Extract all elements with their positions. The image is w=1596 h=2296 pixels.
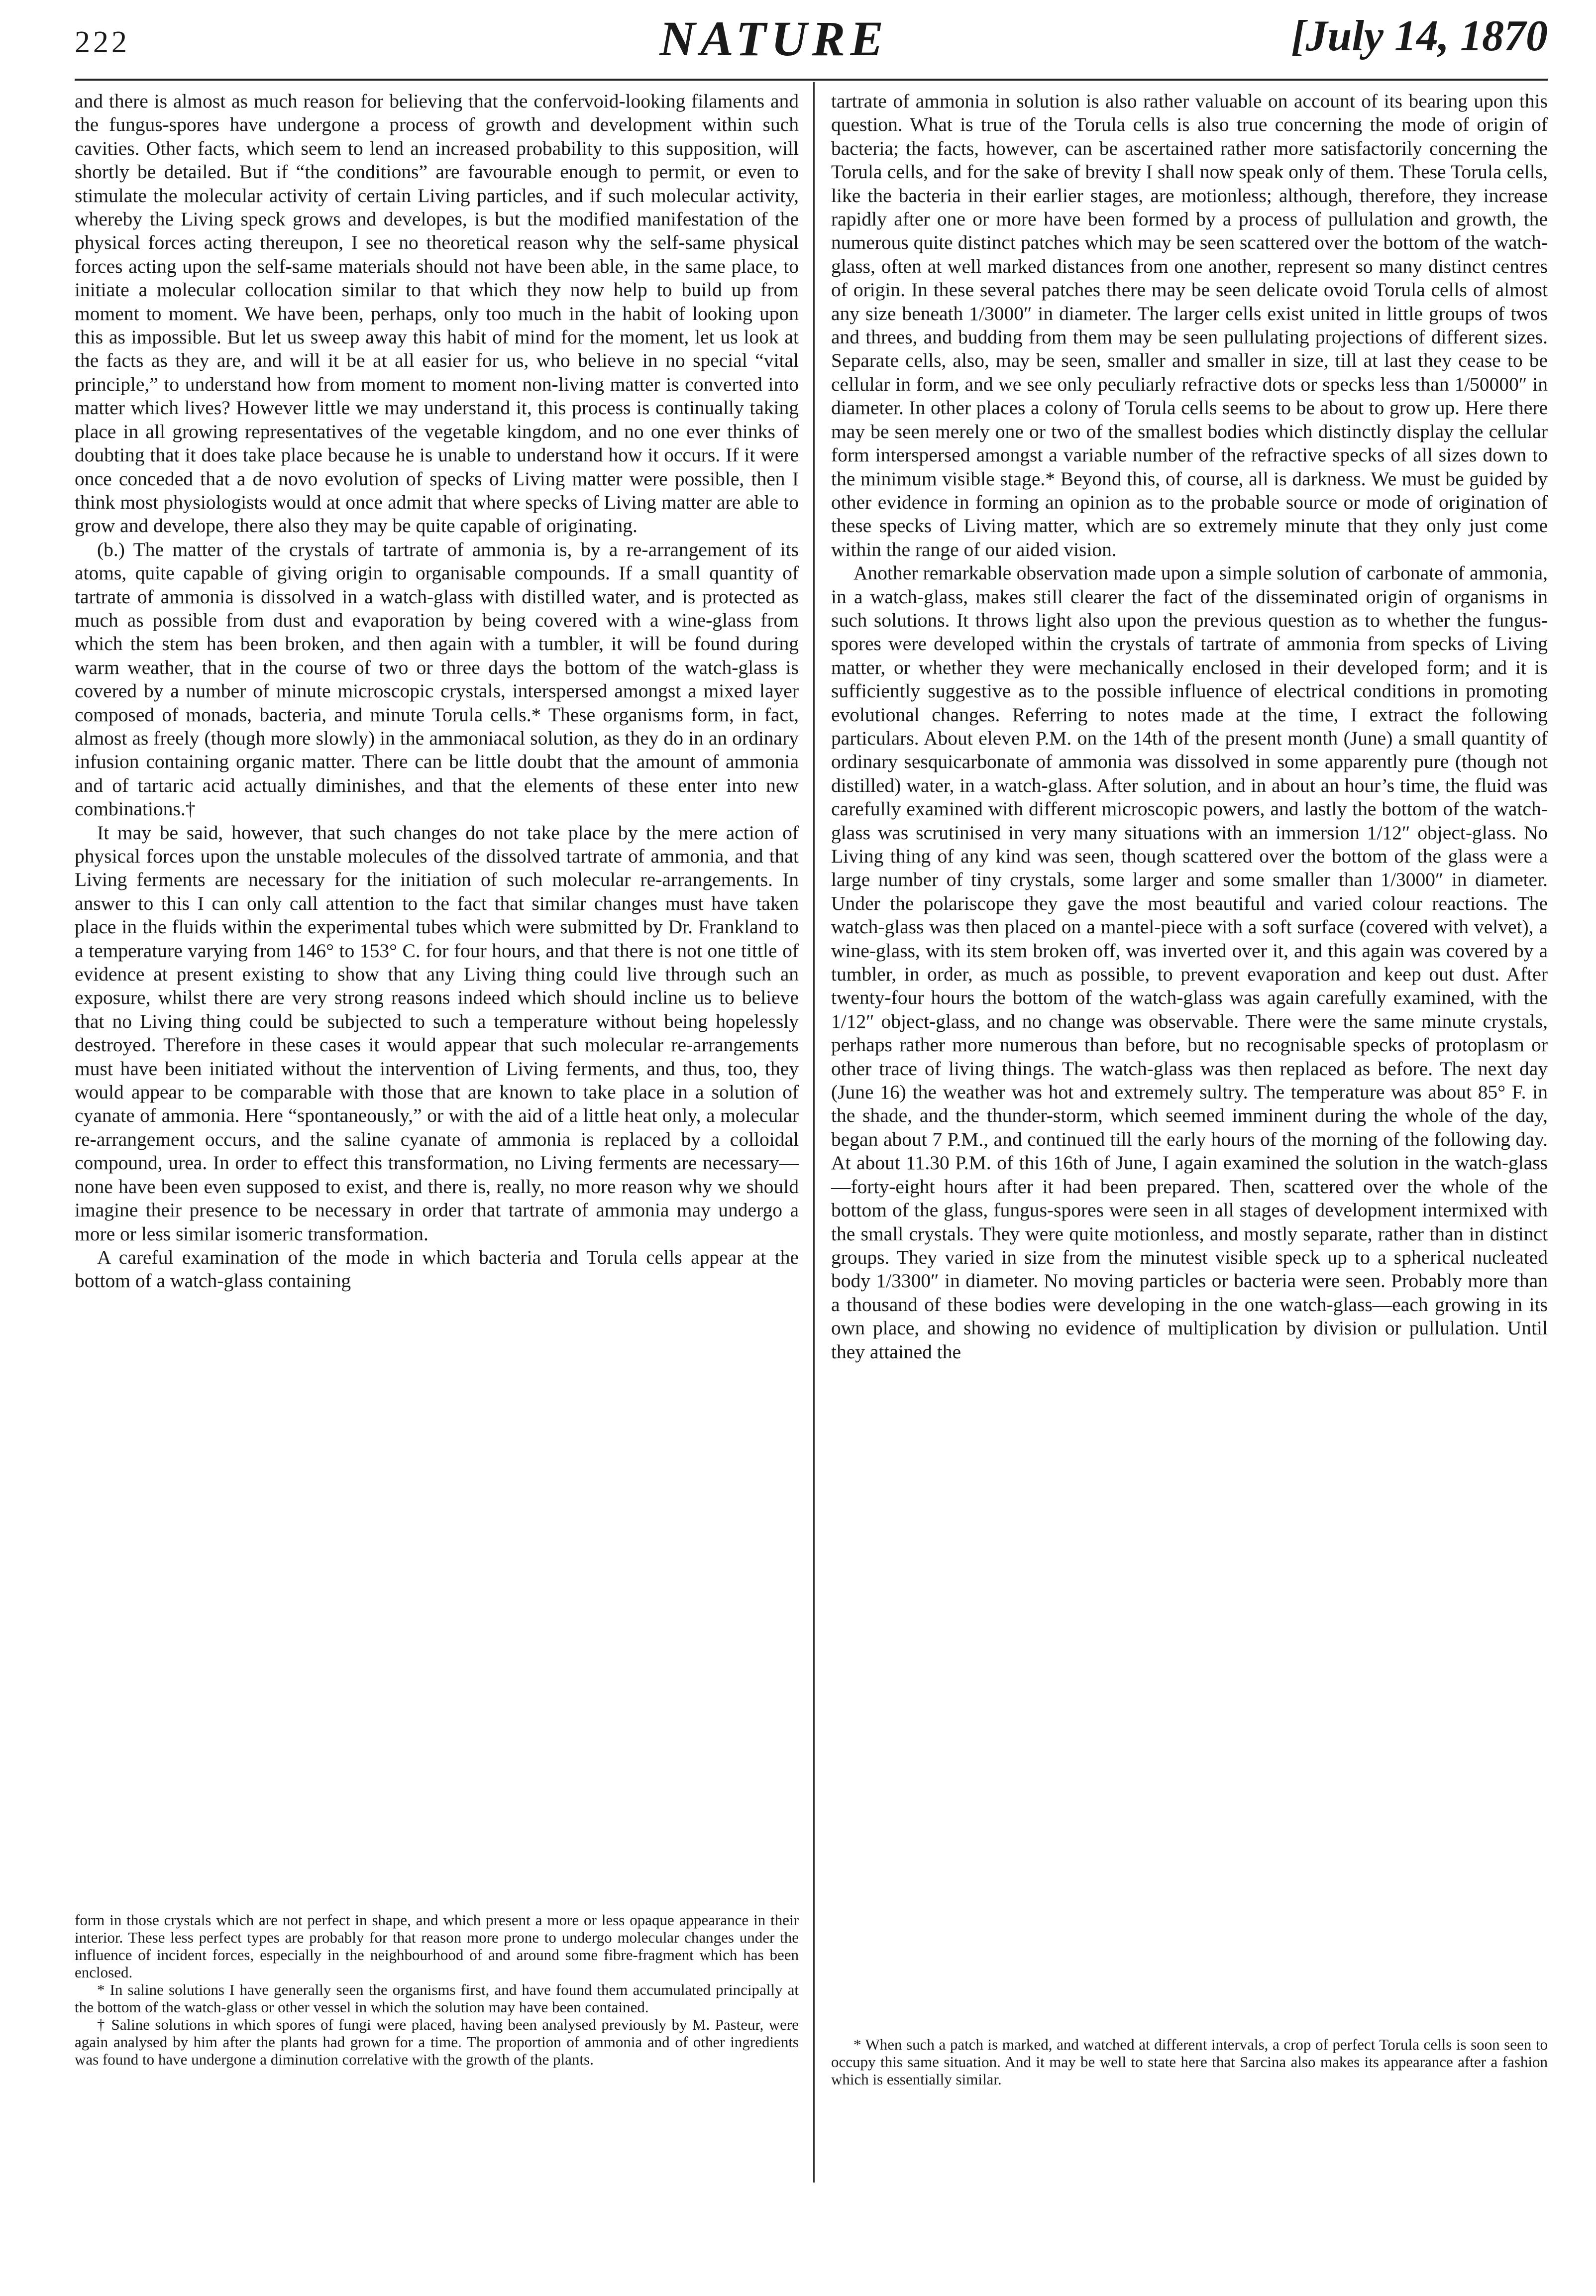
left-column	[75, 90, 799, 1293]
page-number: 222	[75, 25, 130, 59]
footnote: * When such a patch is marked, and watched at different intervals, a crop of perfect Torula cells is soon seen to occupy this same situation. And it may be well to state here that Sarcina also makes its appearance after a fashion which is essentially similar.	[831, 2036, 1548, 2088]
footnote: form in those crystals which are not perfect in shape, and which present a more or less opaque appearance in their interior. These less perfect types are probably for that reason more prone to undergo molecular changes under the influence of incident forces, especially in the neighbourhood of and around some fibre-fragment which has been enclosed.	[75, 1911, 799, 1981]
paragraph: and there is almost as much reason for believing that the confervoid-looking filaments and the fungus-spores have undergone a process of growth and development within such cavities. Other facts, which seem to lend an increased probability to this supposition, will shortly be detailed. But if “the conditions” are favourable enough to permit, or even to stimulate the molecular activity of certain Living particles, and if such molecular activity, whereby the Living speck grows and developes, is but the modified manifestation of the physical forces acting thereupon, I see no theoretical reason why the self-same physical forces acting upon the self-same materials should not have been able, in the same place, to initiate a molecular collocation similar to that which they now help to build up from moment to moment. We have been, perhaps, only too much in the habit of looking upon this as impossible. But let us sweep away this habit of mind for the moment, let us look at the facts as they are, and will it be at all easier for us, who believe in no special “vital principle,” to understand how from moment to moment non-living matter is converted into matter which lives? However little we may understand it, this process is continually taking place in all growing representatives of the vegetable kingdom, and no one ever thinks of doubting that it does take place because he is unable to understand how it occurs. If it were once conceded that a de novo evolution of specks of Living matter were possible, then I think most physiologists would at once admit that where specks of Living matter are able to grow and develope, there also they may be quite capable of originating.	[75, 90, 799, 537]
column-divider	[813, 82, 815, 2183]
footnote: * In saline solutions I have generally seen the organisms first, and have found them accumulated principally at the bottom of the watch-glass or other vessel in which the solution may have been contained.	[75, 1981, 799, 2016]
page-header	[75, 10, 1548, 77]
issue-date: [July 14, 1870	[1291, 12, 1548, 60]
footnote: † Saline solutions in which spores of fungi were placed, having been analysed previously by M. Pasteur, were again analysed by him after the plants had grown for a time. The proportion of ammonia and of other ingredients was found to have undergone a diminution correlative with the growth of the plants.	[75, 2016, 799, 2068]
paragraph: A careful examination of the mode in which bacteria and Torula cells appear at the bottom of a watch-glass containing	[75, 1246, 799, 1292]
header-rule	[75, 79, 1548, 81]
journal-page	[75, 0, 1548, 2296]
paragraph: (b.) The matter of the crystals of tartrate of ammonia is, by a re-arrangement of its atoms, quite capable of giving origin to organisable compounds. If a small quantity of tartrate of ammonia is dissolved in a watch-glass with distilled water, and is protected as much as possible from dust and evaporation by being covered with a wine-glass from which the stem has been broken, and then again with a tumbler, it will be found during warm weather, that in the course of two or three days the bottom of the watch-glass is covered by a number of minute microscopic crystals, interspersed amongst a mixed layer composed of monads, bacteria, and minute Torula cells.* These organisms form, in fact, almost as freely (though more slowly) in the ammoniacal solution, as they do in an ordinary infusion containing organic matter. There can be little doubt that the amount of ammonia and of tartaric acid actually diminishes, and that the elements of these enter into new combinations.†	[75, 538, 799, 820]
right-column	[831, 90, 1548, 1364]
paragraph: Another remarkable observation made upon a simple solution of carbonate of ammonia, in a watch-glass, makes still clearer the fact of the disseminated origin of organisms in such solutions. It throws light also upon the previous question as to whether the fungus-spores were developed within the crystals of tartrate of ammonia from specks of Living matter, or whether they were mechanically enclosed in their developed form; and it is sufficiently suggestive as to the possible influence of electrical conditions in promoting evolutional changes. Referring to notes made at the time, I extract the following particulars. About eleven P.M. on the 14th of the present month (June) a small quantity of ordinary sesquicarbonate of ammonia was dissolved in some apparently pure (though not distilled) water, in a watch-glass. After solution, and in about an hour’s time, the fluid was carefully examined with different microscopic powers, and lastly the bottom of the watch-glass was scrutinised in very many situations with an immersion 1/12″ object-glass. No Living thing of any kind was seen, though scattered over the bottom of the glass were a large number of tiny crystals, some larger and some smaller than 1/3000″ in diameter. Under the polariscope they gave the most beautiful and varied colour reactions. The watch-glass was then placed on a mantel-piece with a soft surface (covered with velvet), a wine-glass, with its stem broken off, was inverted over it, and this again was covered by a tumbler, in order, as much as possible, to prevent evaporation and keep out dust. After twenty-four hours the bottom of the watch-glass was again carefully examined, with the 1/12″ object-glass, and no change was observable. There were the same minute crystals, perhaps rather more numerous than before, but no recognisable specks of protoplasm or other trace of living things. The watch-glass was then replaced as before. The next day (June 16) the weather was hot and extremely sultry. The temperature was about 85° F. in the shade, and the thunder-storm, which seemed imminent during the whole of the day, began about 7 P.M., and continued till the early hours of the morning of the following day. At about 11.30 P.M. of this 16th of June, I again examined the solution in the watch-glass—forty-eight hours after it had been prepared. Then, scattered over the whole of the bottom of the glass, fungus-spores were seen in all stages of development intermixed with the small crystals. They were quite motionless, and mostly separate, rather than in distinct groups. They varied in size from the minutest visible speck up to a spherical nucleated body 1/3300″ in diameter. No moving particles or bacteria were seen. Probably more than a thousand of these bodies were developing in the one watch-glass—each growing in its own place, and showing no evidence of multiplication by division or pullulation. Until they attained the	[831, 562, 1548, 1363]
paragraph: It may be said, however, that such changes do not take place by the mere action of physical forces upon the unstable molecules of the dissolved tartrate of ammonia, and that Living ferments are necessary for the initiation of such molecular re-arrangements. In answer to this I can only call attention to the fact that similar changes must have taken place in the fluids within the experimental tubes which were submitted by Dr. Frankland to a temperature varying from 146° to 153° C. for four hours, and that there is not one tittle of evidence at present existing to show that any Living thing could live through such an exposure, whilst there are very strong reasons indeed which should incline us to believe that no Living thing could be subjected to such a temperature without being hopelessly destroyed. Therefore in these cases it would appear that such molecular re-arrangements must have been initiated without the intervention of Living ferments, and thus, too, they would appear to be comparable with those that are known to take place in a solution of cyanate of ammonia. Here “spontaneously,” or with the aid of a little heat only, a molecular re-arrangement occurs, and the saline cyanate of ammonia is replaced by a colloidal compound, urea. In order to effect this transformation, no Living ferments are necessary—none have been even supposed to exist, and there is, really, no more reason why we should imagine their presence to be necessary in order that tartrate of ammonia may undergo a more or less similar isomeric transformation.	[75, 821, 799, 1245]
journal-title: NATURE	[659, 11, 889, 66]
left-footnotes	[75, 1911, 799, 2068]
right-footnotes	[831, 2036, 1548, 2088]
paragraph: tartrate of ammonia in solution is also rather valuable on account of its bearing upon this question. What is true of the Torula cells is also true concerning the mode of origin of bacteria; the facts, however, can be ascertained rather more satisfactorily concerning the Torula cells, and for the sake of brevity I shall now speak only of them. These Torula cells, like the bacteria in their earlier stages, are motionless; although, therefore, they increase rapidly after one or more have been formed by a process of pullulation and growth, the numerous quite distinct patches which may be seen scattered over the bottom of the watch-glass, often at well marked distances from one another, represent so many distinct centres of origin. In these several patches there may be seen delicate ovoid Torula cells of almost any size beneath 1/3000″ in diameter. The larger cells exist united in little groups of twos and threes, and budding from them may be seen pullulating projections of different sizes. Separate cells, also, may be seen, smaller and smaller in size, till at last they cease to be cellular in form, and we see only peculiarly refractive dots or specks less than 1/50000″ in diameter. In other places a colony of Torula cells seems to be about to grow up. Here there may be seen merely one or two of the smallest bodies which distinctly display the cellular form interspersed amongst a variable number of the refractive specks of all sizes down to the minimum visible stage.* Beyond this, of course, all is darkness. We must be guided by other evidence in forming an opinion as to the probable source or mode of origination of these specks of Living matter, which are so extremely minute that they only just come within the range of our aided vision.	[831, 90, 1548, 560]
